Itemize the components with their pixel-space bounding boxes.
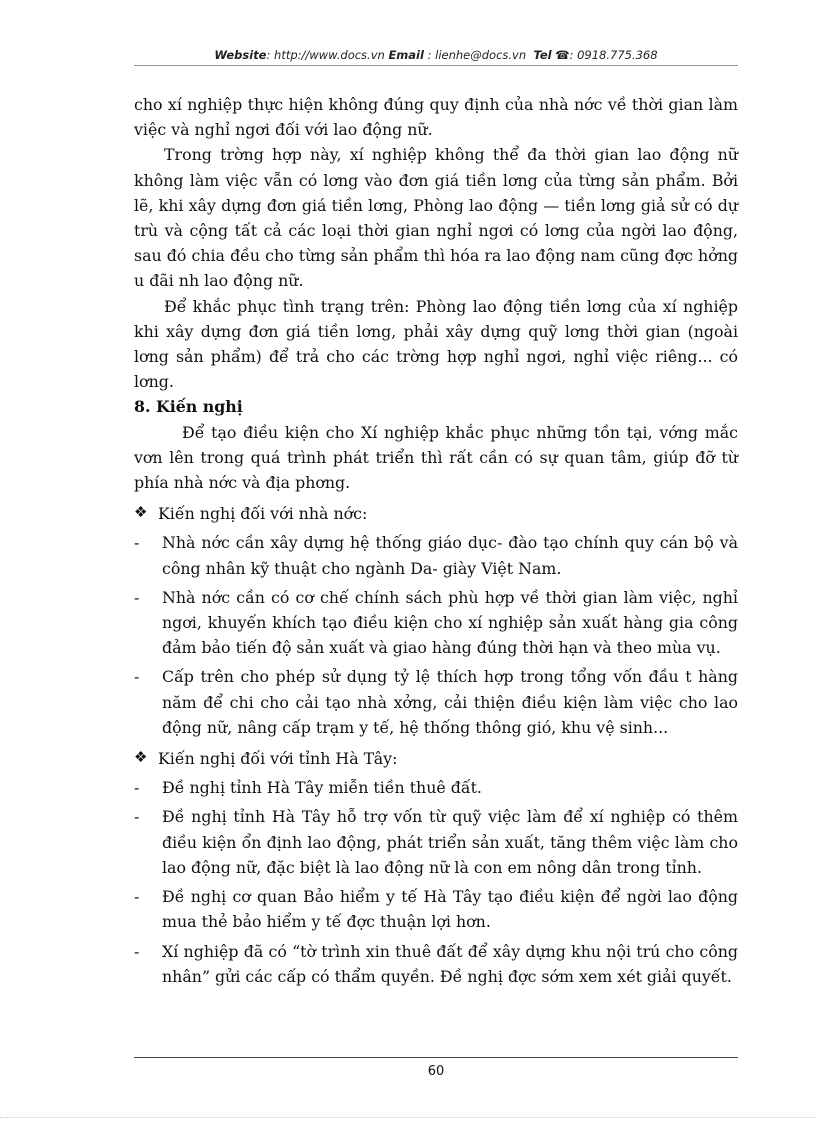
website-url[interactable]: : http://www.docs.vn: [266, 48, 385, 62]
dash-bullet: -: [134, 587, 140, 607]
paragraph-3: Để khắc phục tình trạng trên: Phòng lao động tiền lơng của xí nghiệp khi xây dựng đơn giá tiền lơng, phải xây dựng quỹ lơng thời gian (ngoài lơng sản phẩm) để trả cho các trờng hợp nghỉ ngơi, nghỉ việc riêng... có lơng.: [134, 296, 738, 392]
header-divider: [134, 65, 738, 66]
document-body: [134, 92, 738, 993]
list-item-text: Xí nghiệp đã có “tờ trình xin thuê đất để xây dựng khu nội trú cho công nhân” gửi các cấp có thẩm quyền. Đề nghị đợc sớm xem xét giải quyết.: [162, 941, 738, 986]
list-item-text: Cấp trên cho phép sử dụng tỷ lệ thích hợp trong tổng vốn đầu t hàng năm để chi cho cải tạo nhà xởng, cải thiện điều kiện làm việc cho lao động nữ, nâng cấp trạm y tế, hệ thống thông gió, khu vệ sinh...: [162, 667, 738, 737]
dash-bullet: -: [134, 778, 140, 798]
list-item: [134, 664, 738, 740]
website-label: Website: [214, 48, 267, 62]
diamond-bullet-icon: ❖: [134, 503, 148, 522]
subsection-title-2: [134, 746, 738, 771]
phone-icon: ☎: [555, 48, 570, 62]
list-item-text: Nhà nớc cần xây dựng hệ thống giáo dục- đào tạo chính quy cán bộ và công nhân kỹ thuật cho ngành Da- giày Việt Nam.: [162, 533, 738, 578]
email-label: Email: [388, 48, 424, 62]
dash-bullet: -: [134, 941, 140, 961]
dash-bullet: -: [134, 807, 140, 827]
list-item: [134, 884, 738, 934]
section-heading: 8. Kiến nghị: [134, 397, 243, 417]
list-item-text: Đề nghị tỉnh Hà Tây hỗ trợ vốn từ quỹ việc làm để xí nghiệp có thêm điều kiện ổn định lao động, phát triển sản xuất, tăng thêm việc làm cho lao động nữ, đặc biệt là lao động nữ là con em nông dân trong tỉnh.: [162, 807, 738, 877]
paragraph-1: cho xí nghiệp thực hiện không đúng quy định của nhà nớc về thời gian làm việc và nghỉ ngơi đối với lao động nữ.: [134, 95, 738, 140]
tel-label: Tel: [533, 48, 552, 62]
diamond-bullet-icon: ❖: [134, 748, 148, 767]
subsection-title-1: [134, 501, 738, 526]
tel-number: : 0918.775.368: [569, 48, 658, 62]
page-header: [134, 48, 738, 62]
dash-bullet: -: [134, 533, 140, 553]
email-address[interactable]: : lienhe@docs.vn: [423, 48, 527, 62]
list-item-text: Đề nghị tỉnh Hà Tây miễn tiền thuê đất.: [162, 778, 482, 798]
list-item: [134, 775, 738, 800]
paragraph-2: Trong trờng hợp này, xí nghiệp không thể đa thời gian lao động nữ không làm việc vẫn có lơng vào đơn giá tiền lơng của từng sản phẩm. Bởi lẽ, khi xây dựng đơn giá tiền lơng, Phòng lao động — tiền lơng giả sử có dự trù và cộng tất cả các loại thời gian nghỉ ngơi có lơng của ngời lao động, sau đó chia đều cho từng sản phẩm thì hóa ra lao động nam cũng đợc hởng u đãi nh lao động nữ.: [134, 145, 738, 291]
list-item: [134, 530, 738, 580]
list-item: [134, 804, 738, 880]
footer-divider: [134, 1057, 738, 1058]
page-bottom-border: [0, 1117, 816, 1118]
dash-bullet: -: [134, 667, 140, 687]
list-item: [134, 585, 738, 661]
paragraph-4: Để tạo điều kiện cho Xí nghiệp khắc phục những tồn tại, vớng mắc vơn lên trong quá trình phát triển thì rất cần có sự quan tâm, giúp đỡ từ phía nhà nớc và địa phơng.: [134, 422, 738, 493]
list-item: [134, 939, 738, 989]
subsection-title-text: Kiến nghị đối với tỉnh Hà Tây:: [158, 749, 398, 769]
page-number: 60: [427, 1064, 445, 1079]
list-item-text: Đề nghị cơ quan Bảo hiểm y tế Hà Tây tạo điều kiện để ngời lao động mua thẻ bảo hiểm y tế đợc thuận lợi hơn.: [162, 887, 738, 932]
subsection-title-text: Kiến nghị đối với nhà nớc:: [158, 504, 368, 524]
dash-bullet: -: [134, 887, 140, 907]
list-item-text: Nhà nớc cần có cơ chế chính sách phù hợp về thời gian làm việc, nghỉ ngơi, khuyến khích tạo điều kiện cho xí nghiệp sản xuất hàng gia công đảm bảo tiến độ sản xuất và giao hàng đúng thời hạn và theo mùa vụ.: [162, 587, 738, 658]
